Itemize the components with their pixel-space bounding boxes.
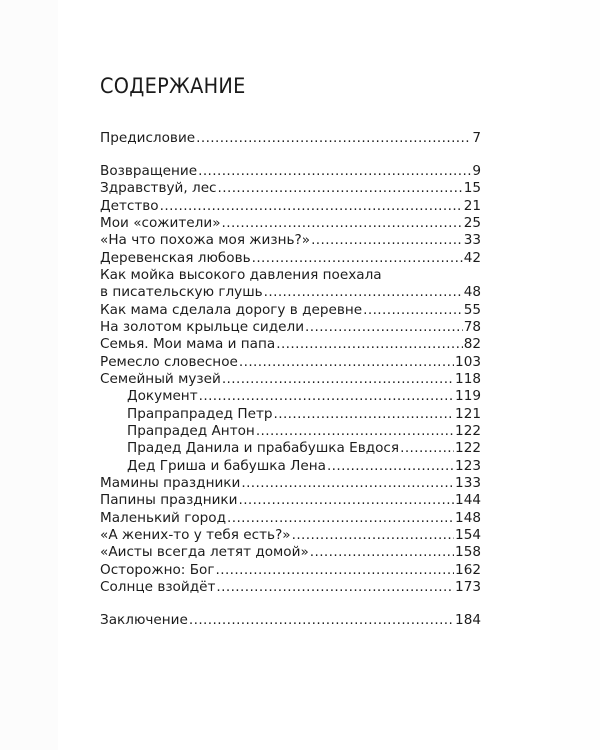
entry-title-line1-row (100, 267, 481, 284)
entry-page-number: 118 (455, 370, 481, 387)
entry-page-number: 7 (472, 130, 481, 146)
toc-entry-conclusion[interactable] (100, 612, 481, 629)
toc-preface-group (100, 130, 481, 147)
toc-entry[interactable] (100, 510, 481, 527)
toc-entry[interactable] (100, 163, 481, 180)
dot-leader (218, 180, 463, 197)
dot-leader (311, 232, 463, 249)
toc-chapters-group (100, 163, 481, 596)
entry-title: Осторожно: Бог (100, 561, 215, 578)
entry-page-number: 173 (455, 578, 481, 595)
entry-page-number: 78 (463, 318, 481, 335)
dot-leader (216, 562, 455, 579)
dot-leader (196, 130, 471, 147)
dot-leader (310, 544, 454, 561)
dot-leader (276, 336, 462, 353)
dot-leader (160, 198, 463, 215)
entry-title-line2: в писательскую глушь (100, 284, 263, 301)
entry-page-number: 25 (463, 214, 481, 231)
entry-title: Прапрадед Антон (127, 422, 255, 439)
entry-page-number: 122 (455, 422, 481, 439)
entry-title: Детство (100, 197, 159, 214)
toc-subentry[interactable] (100, 388, 481, 405)
entry-title: Как мама сделала дорогу в деревне (100, 301, 363, 318)
entry-title: Мамины праздники (100, 474, 241, 491)
entry-title: Мои «сожители» (100, 214, 221, 231)
dot-leader (252, 250, 463, 267)
entry-page-number: 33 (463, 232, 481, 249)
dot-leader (264, 284, 463, 301)
toc-entry-multiline[interactable] (100, 267, 481, 302)
toc-entry[interactable] (100, 371, 481, 388)
page-right-margin (550, 0, 600, 750)
dot-leader (222, 371, 454, 388)
dot-leader (292, 527, 454, 544)
entry-title: Деревенская любовь (100, 249, 251, 266)
entry-title-line1: Как мойка высокого давления поехала (100, 266, 382, 283)
dot-leader (198, 163, 471, 180)
toc-entry-preface[interactable] (100, 130, 481, 147)
toc-entry[interactable] (100, 544, 481, 561)
toc-entry[interactable] (100, 198, 481, 215)
dot-leader (363, 302, 463, 319)
dot-leader (199, 388, 454, 405)
toc-entry[interactable] (100, 492, 481, 509)
entry-page-number: 144 (455, 492, 481, 509)
entry-page-number: 82 (463, 336, 481, 353)
entry-page-number: 48 (463, 284, 481, 301)
entry-page-number: 122 (455, 440, 481, 457)
entry-page-number: 148 (455, 509, 481, 526)
entry-page-number: 121 (455, 405, 481, 422)
toc-entry[interactable] (100, 215, 481, 232)
dot-leader (256, 423, 454, 440)
dot-leader (241, 475, 454, 492)
entry-title: На золотом крыльце сидели (100, 318, 305, 335)
entry-page-number: 15 (463, 180, 481, 197)
entry-title: Ремесло словесное (100, 353, 238, 370)
entry-title: Семейный музей (100, 370, 221, 387)
toc-entry[interactable] (100, 250, 481, 267)
entry-title: Здравствуй, лес (100, 180, 217, 197)
entry-title: Возвращение (100, 163, 198, 179)
toc-entry[interactable] (100, 336, 481, 353)
entry-page-number: 133 (455, 474, 481, 491)
dot-leader (238, 492, 454, 509)
entry-title: «А жених-то у тебя есть?» (100, 526, 291, 543)
dot-leader (400, 440, 454, 457)
dot-leader (327, 458, 454, 475)
toc-subentry[interactable] (100, 406, 481, 423)
entry-page-number: 162 (455, 561, 481, 578)
toc-entry[interactable] (100, 354, 481, 371)
entry-page-number: 21 (463, 197, 481, 214)
toc-entry[interactable] (100, 180, 481, 197)
toc-subentry[interactable] (100, 423, 481, 440)
entry-title: «Аисты всегда летят домой» (100, 544, 309, 561)
entry-title: Маленький город (100, 509, 227, 526)
entry-page-number: 9 (472, 163, 481, 179)
entry-title: Папины праздники (100, 492, 238, 509)
dot-leader (227, 510, 454, 527)
toc-entry[interactable] (100, 302, 481, 319)
entry-title: Заключение (100, 612, 188, 628)
entry-title: «На что похожа моя жизнь?» (100, 232, 311, 249)
entry-page-number: 123 (455, 457, 481, 474)
page-left-margin (0, 0, 58, 750)
toc-subentry[interactable] (100, 440, 481, 457)
toc-entry[interactable] (100, 579, 481, 596)
entry-title: Прадед Данила и прабабушка Евдося (127, 440, 400, 457)
entry-page-number: 158 (455, 544, 481, 561)
dot-leader (222, 215, 463, 232)
entry-page-number: 55 (463, 301, 481, 318)
toc-subentry[interactable] (100, 458, 481, 475)
toc-entry[interactable] (100, 562, 481, 579)
toc-entry[interactable] (100, 319, 481, 336)
page-title: СОДЕРЖАНИЕ (100, 74, 246, 98)
entry-title: Прапрапрадед Петр (127, 405, 273, 422)
entry-page-number: 103 (455, 353, 481, 370)
dot-leader (305, 319, 463, 336)
entry-title-line2-row (100, 284, 481, 301)
entry-title: Предисловие (100, 130, 196, 146)
toc-conclusion-group (100, 612, 481, 629)
toc-entry[interactable] (100, 232, 481, 249)
entry-page-number: 154 (455, 526, 481, 543)
entry-title: Дед Гриша и бабушка Лена (127, 457, 326, 474)
dot-leader (239, 354, 454, 371)
dot-leader (189, 612, 454, 629)
entry-title: Солнце взойдёт (100, 578, 216, 595)
entry-title: Документ (127, 388, 198, 405)
dot-leader (216, 579, 454, 596)
toc-entry[interactable] (100, 475, 481, 492)
dot-leader (274, 406, 455, 423)
entry-page-number: 184 (455, 612, 481, 628)
entry-page-number: 119 (455, 388, 481, 405)
entry-page-number: 42 (463, 249, 481, 266)
toc-entry[interactable] (100, 527, 481, 544)
entry-title: Семья. Мои мама и папа (100, 336, 276, 353)
